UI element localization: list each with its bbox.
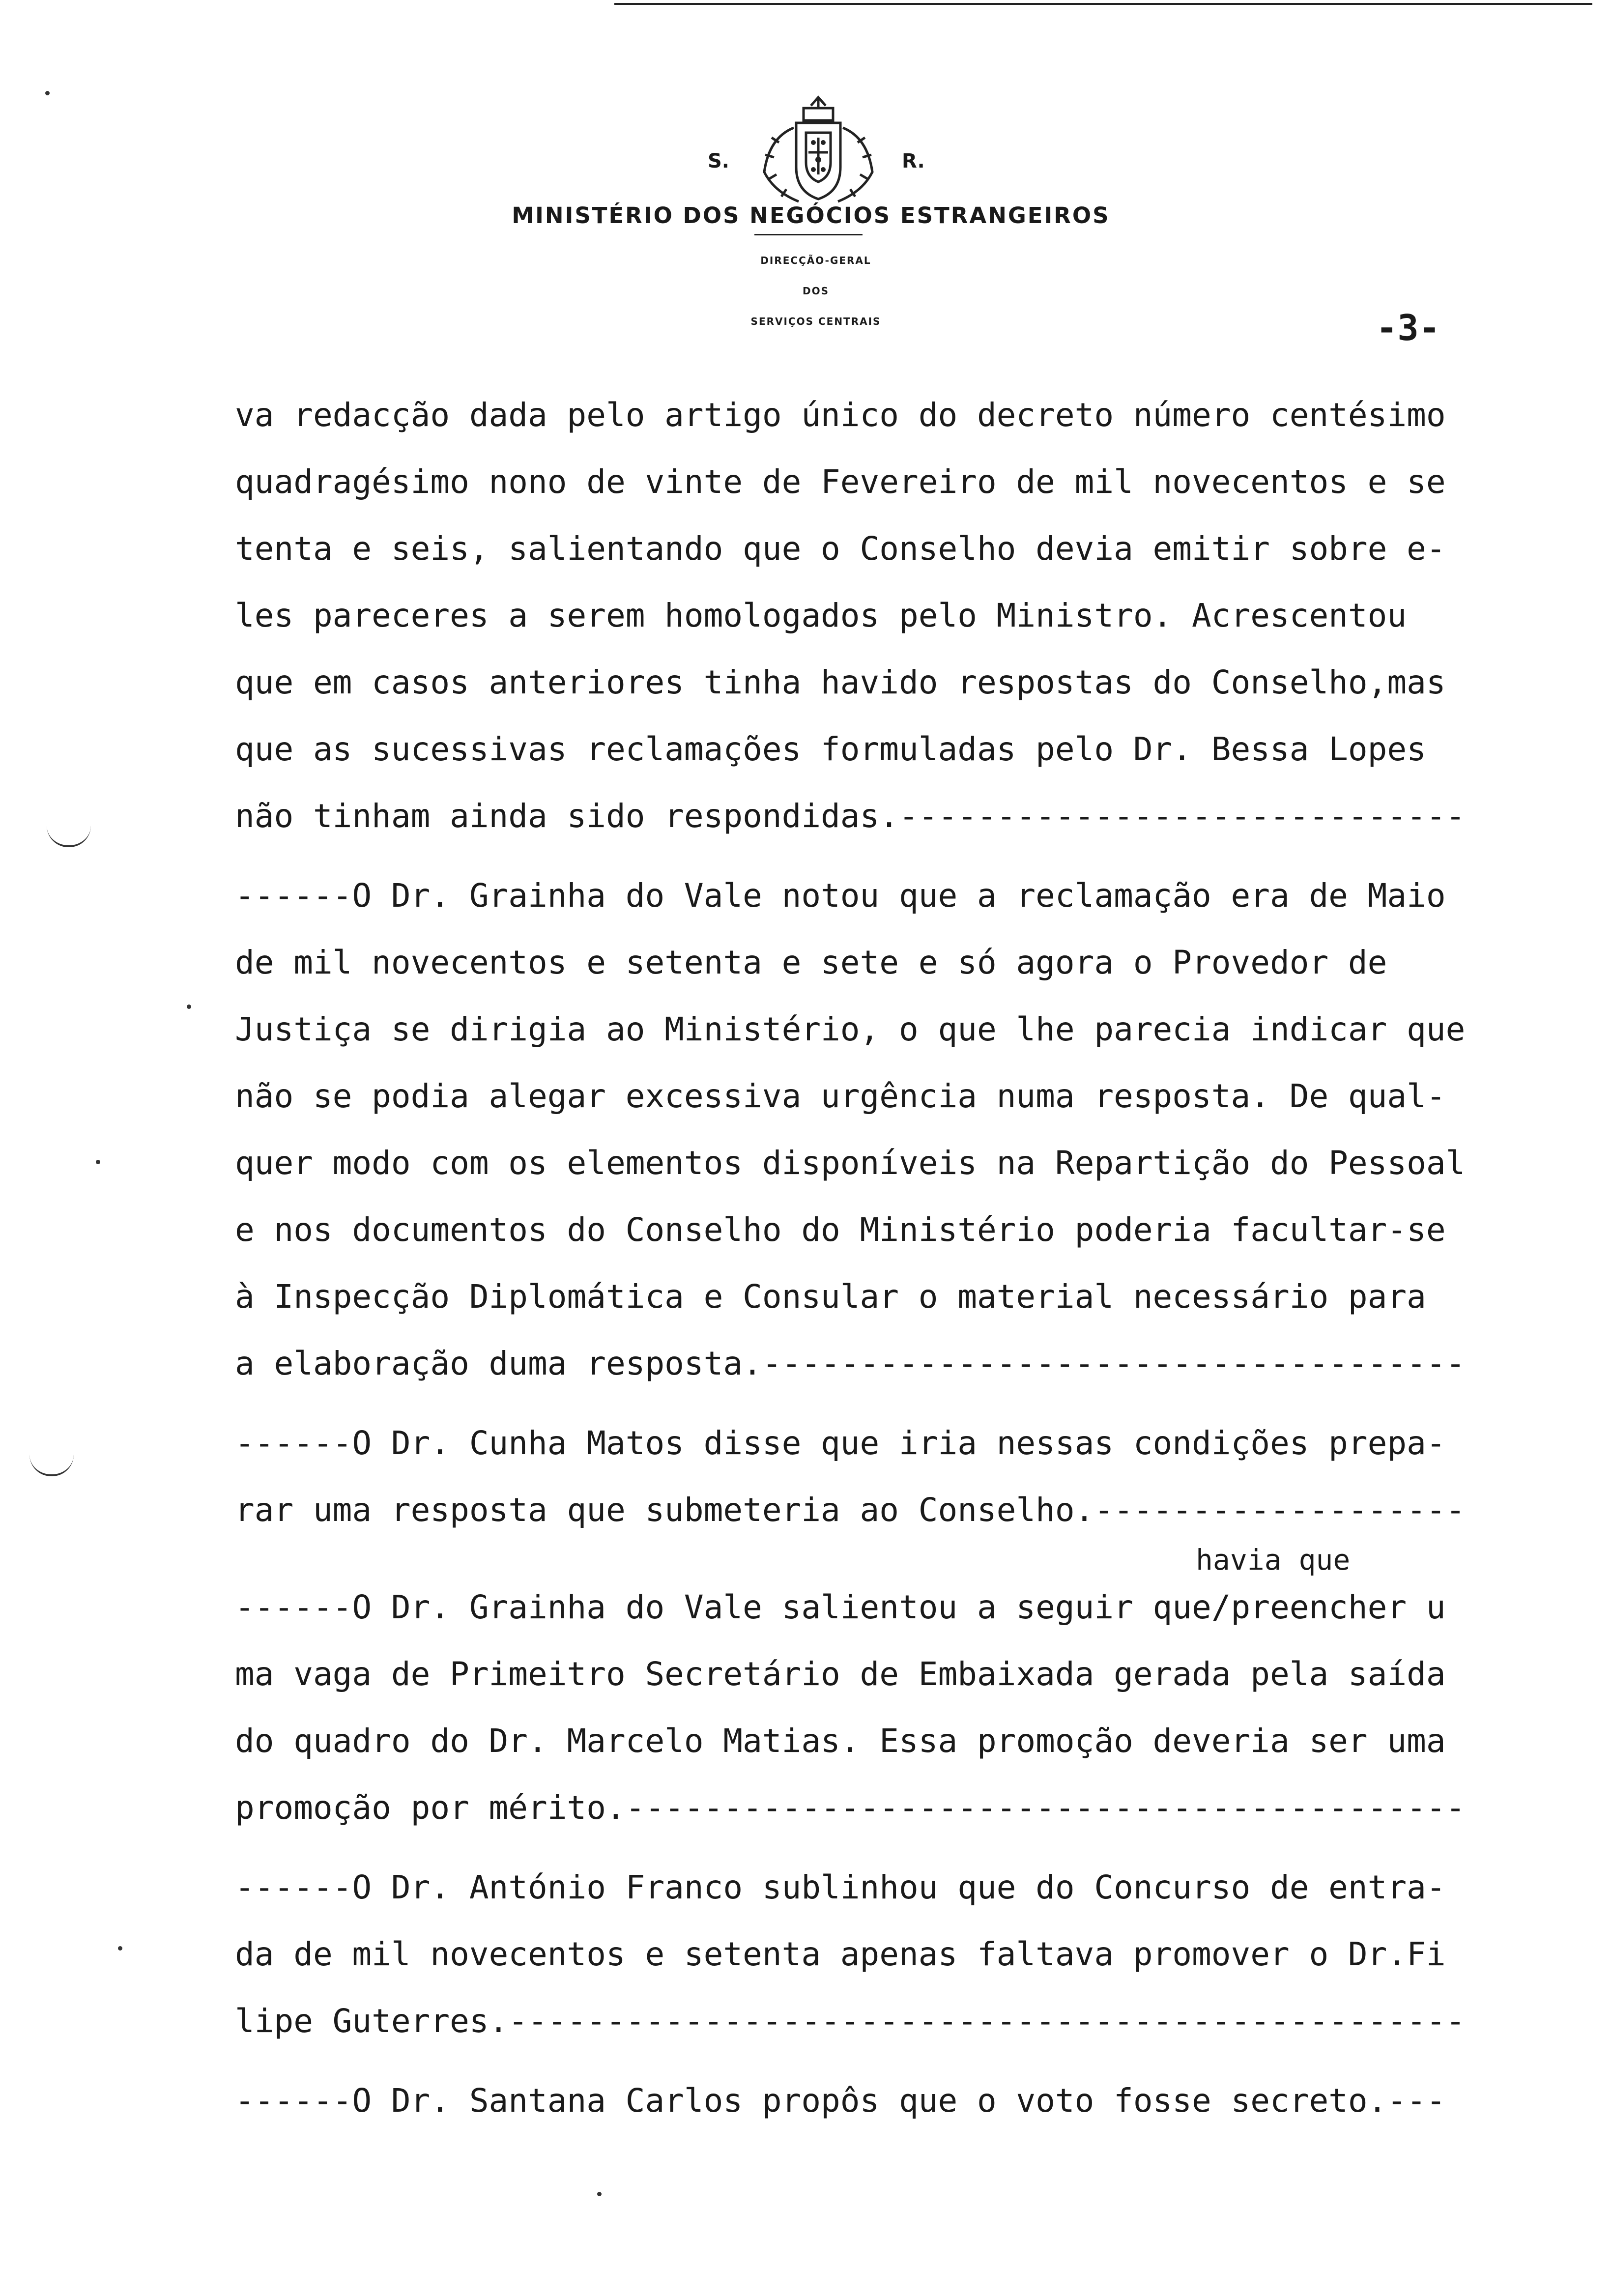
text-line: ma vaga de Primeitro Secretário de Embaixada gerada pela saída [235,1655,1446,1693]
text-line: da de mil novecentos e setenta apenas faltava promover o Dr.Fi [235,1935,1446,1973]
letterhead-left-letter: S. [708,150,730,172]
handwritten-insertion: havia que [1196,1543,1351,1577]
text-line: promoção por mérito.------------------------------------------- [235,1789,1466,1827]
text-line: do quadro do Dr. Marcelo Matias. Essa promoção deveria ser uma [235,1722,1446,1760]
text-line: à Inspecção Diplomática e Consular o material necessário para [235,1278,1426,1316]
text-line: va redacção dada pelo artigo único do decreto número centésimo [235,396,1446,434]
margin-mark [29,1455,74,1476]
speck [187,1004,191,1009]
department-line-3: SERVIÇOS CENTRAIS [750,316,881,327]
speck [118,1946,122,1951]
text-line: não tinham ainda sido respondidas.----------------------------- [235,797,1466,835]
letterhead-divider [754,234,863,235]
text-line: quer modo com os elementos disponíveis na Repartição do Pessoal [235,1144,1466,1182]
text-line: de mil novecentos e setenta e sete e só agora o Provedor de [235,944,1387,981]
text-line: não se podia alegar excessiva urgência numa resposta. De qual- [235,1077,1446,1115]
text-line: ------O Dr. António Franco sublinhou que do Concurso de entra- [235,1868,1446,1906]
top-rule [614,3,1592,5]
text-line: quadragésimo nono de vinte de Fevereiro de mil novecentos e se [235,463,1446,501]
text-line: les pareceres a serem homologados pelo Ministro. Acrescentou [235,597,1407,634]
text-line: que as sucessivas reclamações formuladas pelo Dr. Bessa Lopes [235,730,1426,768]
text-line: Justiça se dirigia ao Ministério, o que lhe parecia indicar que [235,1010,1466,1048]
page-number: -3- [1376,307,1440,348]
coat-of-arms-icon [745,93,892,211]
text-line: lipe Guterres.------------------------------------------------- [235,2002,1466,2040]
speck [597,2192,602,2196]
text-line: ------O Dr. Santana Carlos propôs que o voto fosse secreto.--- [235,2082,1446,2120]
text-line: ------O Dr. Grainha do Vale salientou a seguir que/preencher u [235,1588,1446,1626]
text-line: que em casos anteriores tinha havido respostas do Conselho,mas [235,663,1446,701]
crest-row [688,93,944,216]
ministry-name: MINISTÉRIO DOS NEGÓCIOS ESTRANGEIROS [512,202,1110,229]
text-line: e nos documentos do Conselho do Ministério poderia facultar-se [235,1211,1446,1249]
text-line: ------O Dr. Cunha Matos disse que iria nessas condições prepa- [235,1424,1446,1462]
department-line-1: DIRECÇÃO-GERAL [760,255,871,266]
text-line: tenta e seis, salientando que o Conselho devia emitir sobre e- [235,530,1446,568]
text-line: rar uma resposta que submeteria ao Conselho.------------------- [235,1491,1466,1529]
speck [45,91,50,95]
text-line: a elaboração duma resposta.------------------------------------ [235,1345,1466,1382]
letterhead-right-letter: R. [902,150,925,172]
margin-mark [47,826,91,847]
speck [96,1160,100,1164]
department-line-2: DOS [802,285,829,297]
text-line: ------O Dr. Grainha do Vale notou que a reclamação era de Maio [235,877,1446,915]
